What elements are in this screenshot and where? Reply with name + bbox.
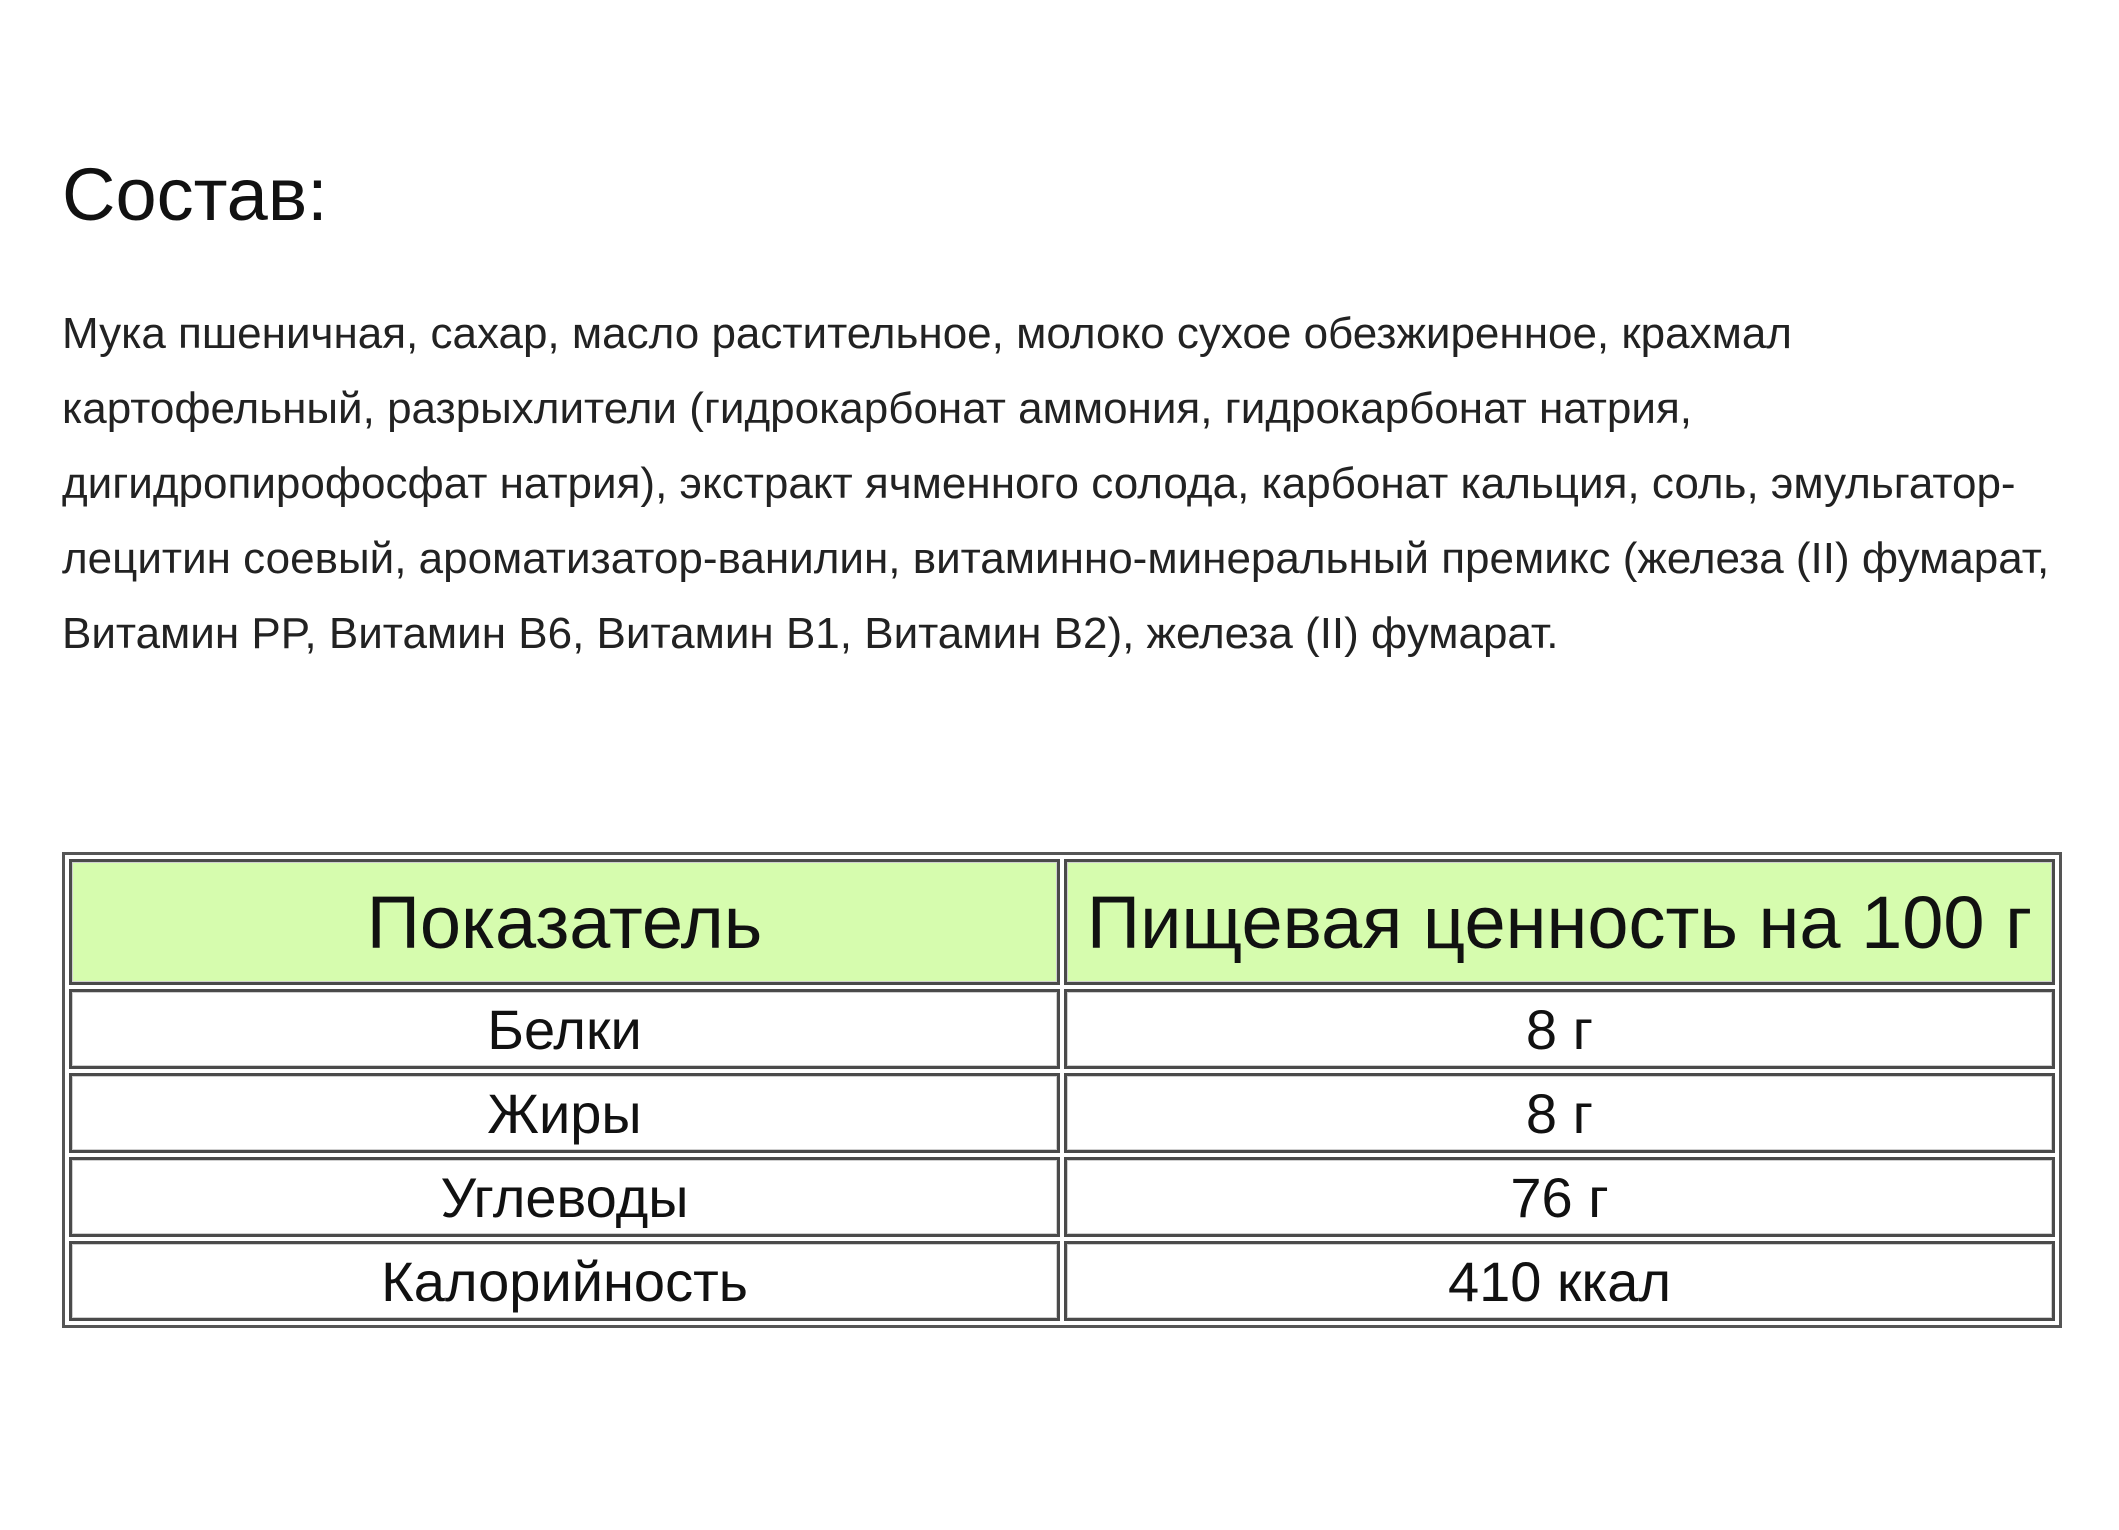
row-indicator: Белки [69,989,1060,1069]
nutrition-table-frame [62,852,2062,1328]
row-value: 8 г [1064,989,2055,1069]
table-row [69,1157,2055,1237]
row-value: 76 г [1064,1157,2055,1237]
table-row [69,1073,2055,1153]
row-value: 410 ккал [1064,1241,2055,1321]
row-indicator: Углеводы [69,1157,1060,1237]
column-header-value: Пищевая ценность на 100 г [1064,859,2055,985]
ingredients-text: Мука пшеничная, сахар, масло растительное, молоко сухое обезжиренное, крахмал картофельный, разрыхлители (гидрокарбонат аммония, гидрокарбонат натрия, дигидропирофосфат натрия), экстракт ячменного солода, карбонат кальция, соль, эмульгатор-лецитин соевый, ароматизатор-ванилин, витаминно-минеральный премикс (железа (II) фумарат, Витамин PP, Витамин B6, Витамин B1, Витамин B2), железа (II) фумарат. [62,309,2050,658]
table-header-row [69,859,2055,985]
table-row [69,989,2055,1069]
table-row [69,1241,2055,1321]
column-header-indicator: Показатель [69,859,1060,985]
row-value: 8 г [1064,1073,2055,1153]
nutrition-table [65,855,2059,1325]
page-title: Состав: [62,153,328,236]
row-indicator: Калорийность [69,1241,1060,1321]
row-indicator: Жиры [69,1073,1060,1153]
